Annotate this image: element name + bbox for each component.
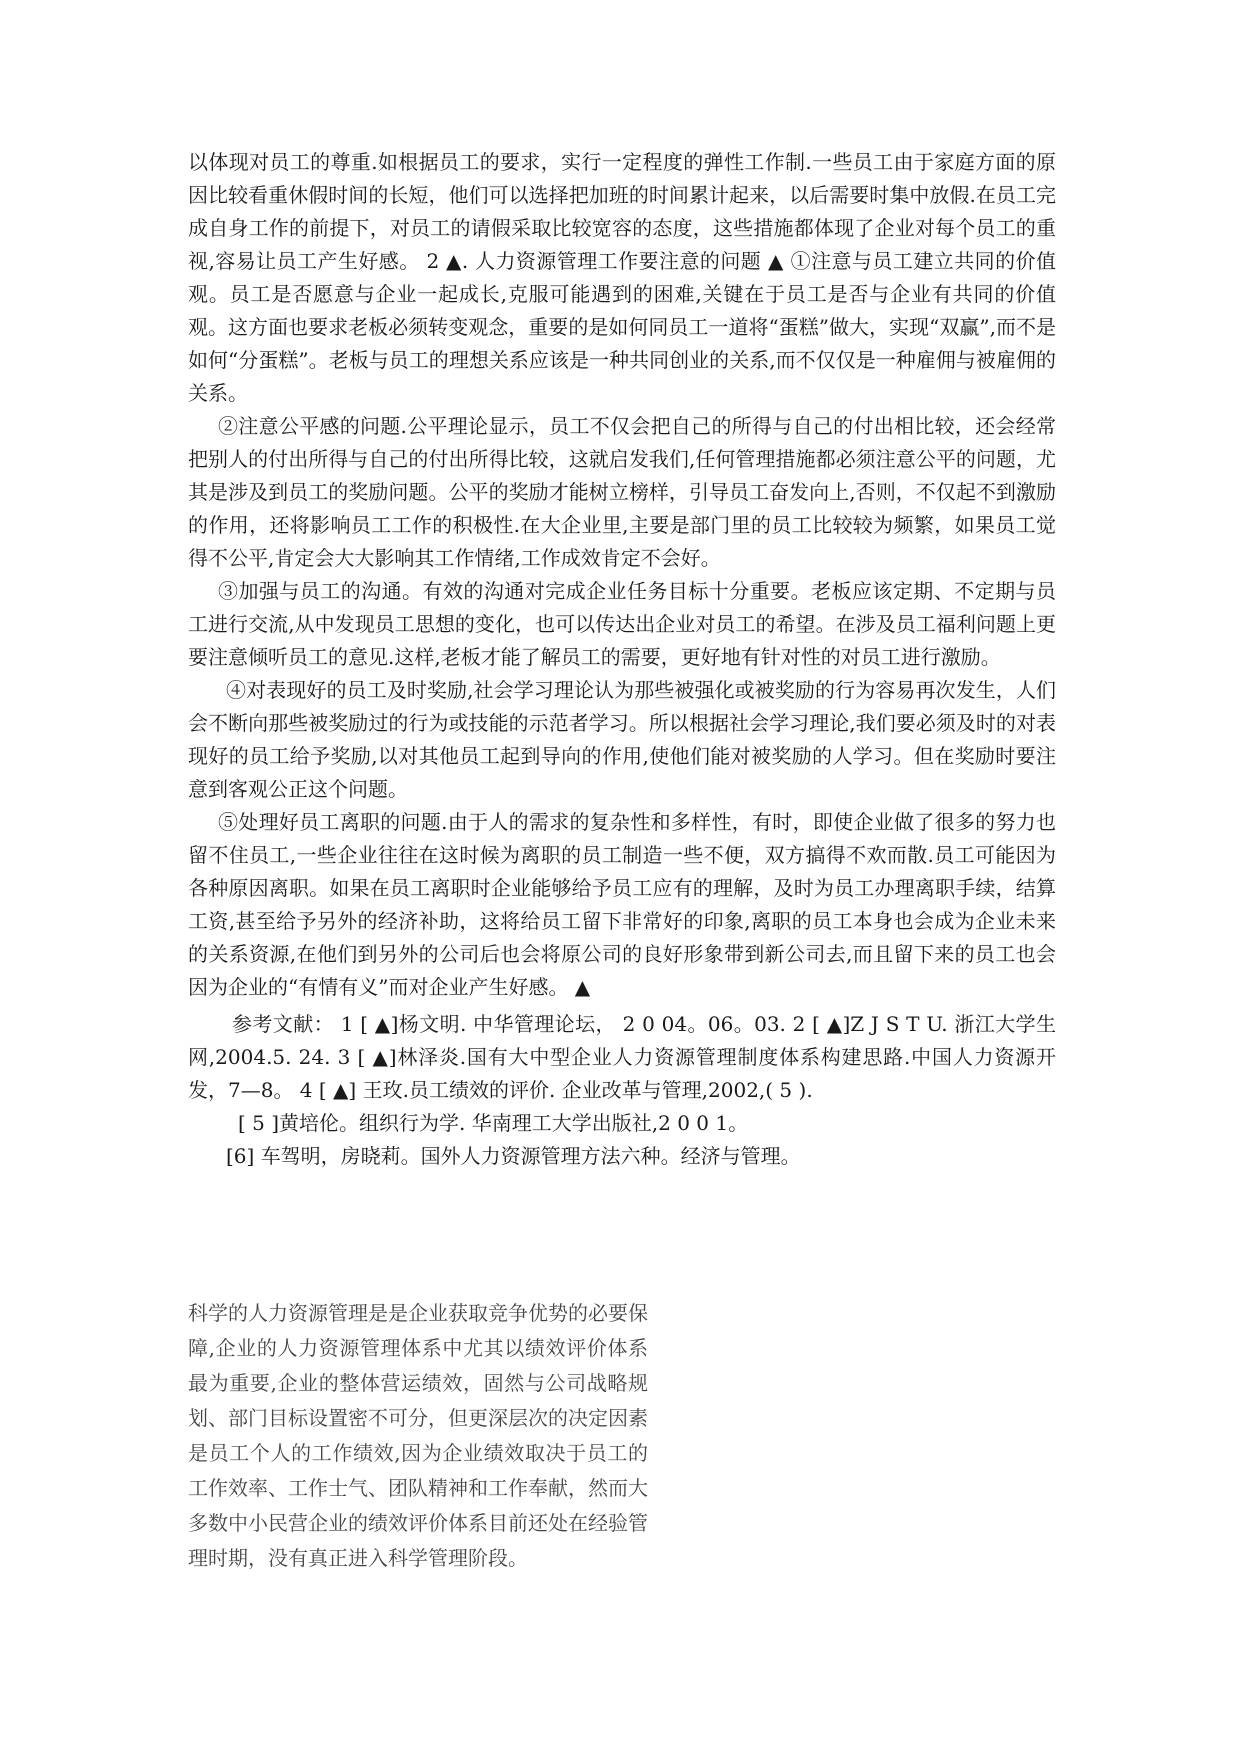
references-block: 参考文献： 1 [ ▲]杨文明. 中华管理论坛， 2 0 04。06。03. 2 [ ▲]Z J S T U. 浙江大学生网,2004.5. 24. 3 [ ▲]林泽炎.国有大中型企业人力资源管理制度体系构建思路.中国人力资源开发，7—8。 4 [ ▲] 王玫.员工绩效的评价. 企业改革与管理,2002,( 5 ). (188, 1012, 1056, 1102)
paragraph-4: ④对表现好的员工及时奖励,社会学习理论认为那些被强化或被奖励的行为容易再次发生，人们会不断向那些被奖励过的行为或技能的示范者学习。所以根据社会学习理论,我们要必须及时的对表现好的员工给予奖励,以对其他员工起到导向的作用,使他们能对被奖励的人学习。但在奖励时要注意到客观公正这个问题。 (188, 678, 1056, 801)
references-section (188, 1008, 1056, 1173)
paragraph-5: ⑤处理好员工离职的问题.由于人的需求的复杂性和多样性，有时，即使企业做了很多的努力也留不住员工,一些企业往往在这时候为离职的员工制造一些不便，双方搞得不欢而散.员工可能因为各种原因离职。如果在员工离职时企业能够给予员工应有的理解，及时为员工办理离职手续，结算工资,甚至给予另外的经济补助，这将给员工留下非常好的印象,离职的员工本身也会成为企业未来的关系资源,在他们到另外的公司后也会将原公司的良好形象带到新公司去,而且留下来的员工也会因为企业的“有情有义”而对企业产生好感。 ▲ (188, 810, 1056, 999)
main-text-block (188, 146, 1056, 1173)
paragraph-1: 以体现对员工的尊重.如根据员工的要求，实行一定程度的弹性工作制.一些员工由于家庭方面的原因比较看重休假时间的长短，他们可以选择把加班的时间累计起来，以后需要时集中放假.在员工完成自身工作的前提下，对员工的请假采取比较宽容的态度，这些措施都体现了企业对每个员工的重视,容易让员工产生好感。 2 ▲. 人力资源管理工作要注意的问题 ▲ ①注意与员工建立共同的价值观。员工是否愿意与企业一起成长,克服可能遇到的困难,关键在于员工是否与企业有共同的价值观。这方面也要求老板必须转变观念，重要的是如何同员工一道将“蛋糕”做大，实现“双赢”,而不是如何“分蛋糕”。老板与员工的理想关系应该是一种共同创业的关系,而不仅仅是一种雇佣与被雇佣的关系。 (188, 150, 1056, 405)
reference-5: [ 5 ]黄培伦。组织行为学. 华南理工大学出版社,2 0 0 1。 (238, 1111, 749, 1135)
paragraph-3: ③加强与员工的沟通。有效的沟通对完成企业任务目标十分重要。老板应该定期、不定期与员工进行交流,从中发现员工思想的变化，也可以传达出企业对员工的希望。在涉及员工福利问题上更要注意倾听员工的意见.这样,老板才能了解员工的需要，更好地有针对性的对员工进行激励。 (188, 579, 1056, 669)
summary-text-block (188, 1296, 648, 1576)
reference-6: [6] 车驾明，房晓莉。国外人力资源管理方法六种。经济与管理。 (226, 1144, 801, 1168)
summary-paragraph: 科学的人力资源管理是是企业获取竞争优势的必要保障,企业的人力资源管理体系中尤其以绩效评价体系最为重要,企业的整体营运绩效，固然与公司战略规划、部门目标设置密不可分，但更深层次的决定因素是员工个人的工作绩效,因为企业绩效取决于员工的工作效率、工作士气、团队精神和工作奉献，然而大多数中小民营企业的绩效评价体系目前还处在经验管理时期，没有真正进入科学管理阶段。 (188, 1301, 648, 1570)
paragraph-2: ②注意公平感的问题.公平理论显示，员工不仅会把自己的所得与自己的付出相比较，还会经常把别人的付出所得与自己的付出所得比较，这就启发我们,任何管理措施都必须注意公平的问题，尤其是涉及到员工的奖励问题。公平的奖励才能树立榜样，引导员工奋发向上,否则，不仅起不到激励的作用，还将影响员工工作的积极性.在大企业里,主要是部门里的员工比较较为频繁，如果员工觉得不公平,肯定会大大影响其工作情绪,工作成效肯定不会好。 (188, 414, 1056, 570)
